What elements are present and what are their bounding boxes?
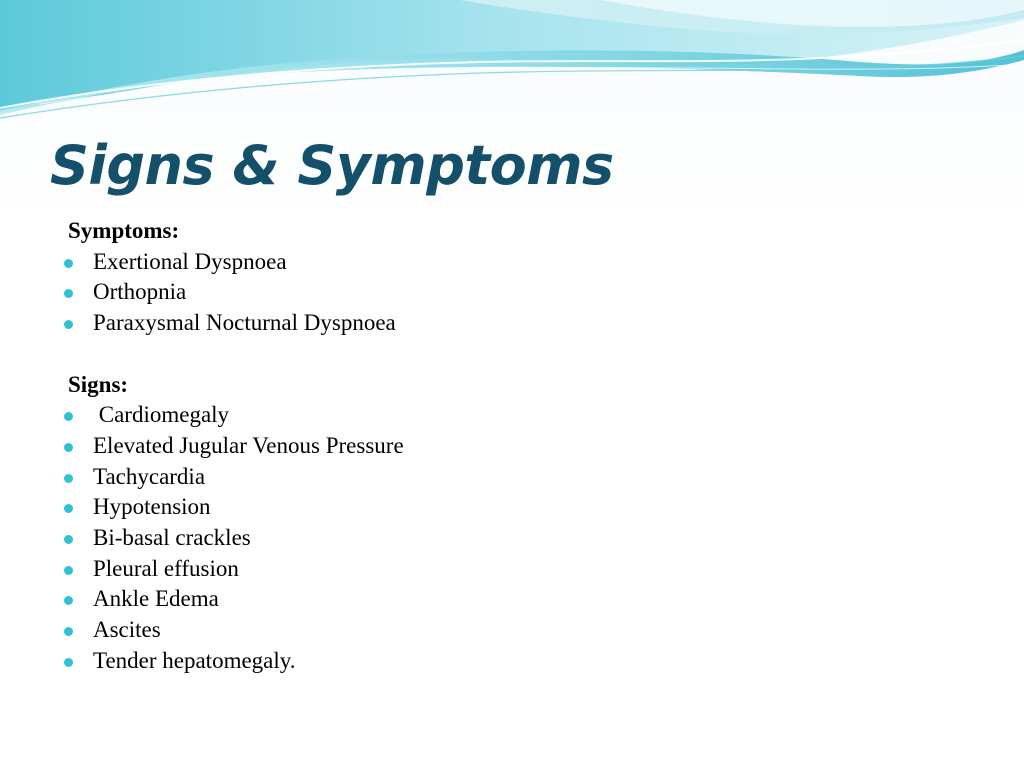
bullet-icon [64,259,73,268]
bullet-icon [64,566,73,575]
list-item-text: Paraxysmal Nocturnal Dyspnoea [93,310,396,336]
header-wave-decoration [0,0,1024,130]
list-item [58,615,758,646]
bullet-icon [64,627,73,636]
symptoms-list [58,247,758,339]
list-item-text: Tender hepatomegaly. [93,647,296,673]
bullet-icon [64,320,73,329]
list-item [58,247,758,278]
list-item [58,462,758,493]
signs-section [58,370,758,677]
list-item [58,308,758,339]
list-item [58,400,758,431]
bullet-icon [64,658,73,667]
list-item-text: Hypotension [93,494,211,520]
list-item-text: Pleural effusion [93,555,239,581]
symptoms-heading: Symptoms: [68,218,180,243]
bullet-icon [64,504,73,513]
slide-title: Signs & Symptoms [50,134,614,197]
bullet-icon [64,443,73,452]
list-item [58,492,758,523]
bullet-icon [64,474,73,483]
list-item-text: Tachycardia [93,463,206,489]
list-item-text: Orthopnia [93,279,187,305]
section-spacer [58,339,758,370]
bullet-icon [64,596,73,605]
list-item-text: Exertional Dyspnoea [93,248,287,274]
signs-heading: Signs: [68,371,129,397]
list-item-text: Ankle Edema [93,586,219,612]
list-item [58,523,758,554]
symptoms-section [58,216,758,339]
signs-list [58,400,758,676]
list-item-text: Ascites [93,617,161,643]
list-item-text: Cardiomegaly [93,402,230,428]
list-item-text: Bi-basal crackles [93,525,251,551]
list-item-text: Elevated Jugular Venous Pressure [93,432,404,458]
bullet-icon [64,412,73,421]
list-item [58,431,758,462]
slide-content [58,216,758,677]
list-item [58,277,758,308]
list-item [58,584,758,615]
list-item [58,554,758,585]
list-item [58,646,758,677]
bullet-icon [64,289,73,298]
bullet-icon [64,535,73,544]
